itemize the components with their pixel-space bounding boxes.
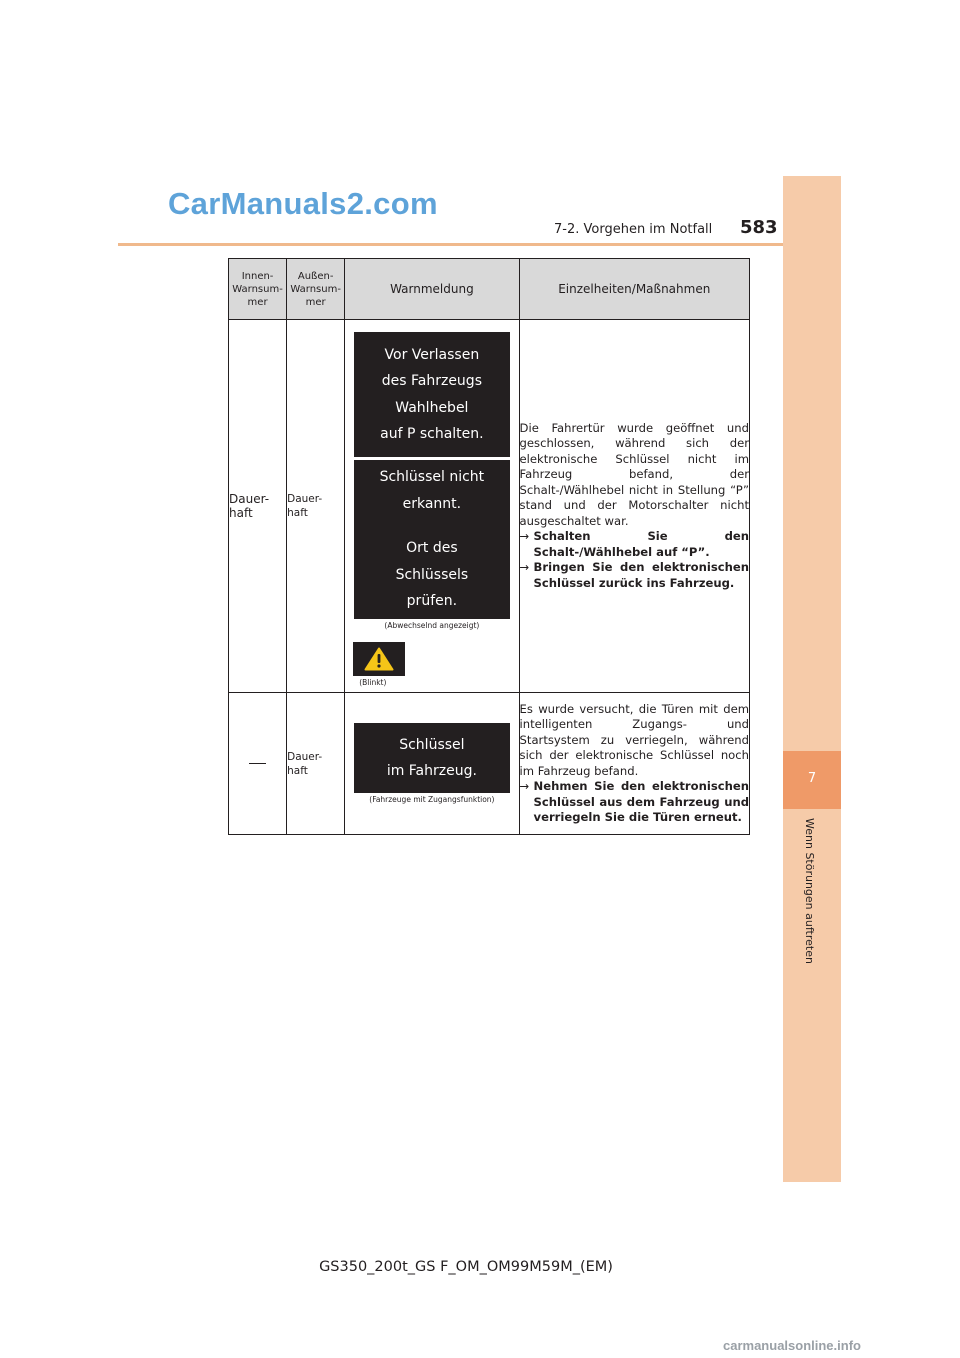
display-screen-key-not-detected bbox=[354, 460, 510, 619]
details-cell bbox=[519, 320, 749, 693]
action-text: Bringen Sie den elektronischen Schlüssel zurück ins Fahrzeug. bbox=[533, 560, 749, 590]
header-text: Innen- bbox=[241, 270, 274, 282]
cell-text: haft bbox=[287, 507, 308, 519]
screen-line: auf P schalten. bbox=[380, 426, 484, 442]
table-header-row bbox=[229, 259, 750, 320]
inner-buzzer-cell bbox=[229, 693, 287, 835]
message-cell bbox=[345, 693, 519, 835]
header-message: Warnmeldung bbox=[345, 259, 519, 320]
message-cell bbox=[345, 320, 519, 693]
arrow-right-icon: → bbox=[519, 779, 530, 793]
header-details: Einzelheiten/Maßnahmen bbox=[519, 259, 749, 320]
screen-line: Schlüssel bbox=[399, 736, 465, 753]
header-outer-buzzer bbox=[287, 259, 345, 320]
screen-line: Wahlhebel bbox=[395, 399, 469, 416]
footer-doc-id: GS350_200t_GS F_OM_OM99M59M_(EM) bbox=[319, 1259, 613, 1275]
caption-smart-access: (Fahrzeuge mit Zugangsfunktion) bbox=[369, 795, 495, 804]
screen-line: Schlüssel nicht bbox=[379, 469, 485, 486]
screen-line: des Fahrzeugs bbox=[381, 373, 482, 389]
section-title: 7-2. Vorgehen im Notfall bbox=[554, 222, 713, 237]
warning-triangle-icon bbox=[353, 642, 405, 676]
caption-alternating: (Abwechselnd angezeigt) bbox=[384, 621, 480, 630]
details-description: Die Fahrertür wurde geöffnet und geschlossen, während sich der elektronische Schlüssel nicht im Fahrzeug befand, der Schalt-/Wählhebel nicht in Stellung “P” stand und der Motorschalter nicht ausgeschaltet war. bbox=[519, 420, 749, 528]
cell-text: Dauer- bbox=[229, 492, 270, 506]
screen-line: Ort des bbox=[406, 540, 458, 557]
table-row bbox=[229, 320, 750, 693]
chapter-title: Wenn Störungen auftreten bbox=[803, 818, 816, 964]
arrow-right-icon: → bbox=[519, 560, 530, 575]
warning-table bbox=[228, 258, 750, 835]
header-text: mer bbox=[305, 296, 326, 308]
action-step bbox=[520, 560, 749, 591]
header-text: mer bbox=[247, 296, 268, 308]
chapter-number-box bbox=[783, 751, 841, 809]
action-text: Schalten Sie den Schalt-/Wählhebel auf “P”. bbox=[533, 529, 749, 559]
watermark-logo: CarManuals2.com bbox=[168, 186, 438, 221]
action-step bbox=[520, 779, 749, 826]
arrow-right-icon: → bbox=[519, 529, 530, 544]
cell-text: haft bbox=[287, 764, 308, 777]
page-number: 583 bbox=[740, 217, 778, 238]
header-inner-buzzer bbox=[229, 259, 287, 320]
screen-line: erkannt. bbox=[402, 495, 462, 512]
details-description: Es wurde versucht, die Türen mit dem intelligenten Zugangs- und Startsystem zu verriegeln, während sich der elektronische Schlüssel noch im Fahrzeug befand. bbox=[519, 701, 749, 778]
header-text: Warnsum- bbox=[290, 283, 341, 295]
header-rule bbox=[118, 243, 840, 246]
caption-blink: (Blinkt) bbox=[359, 678, 387, 687]
screen-line: im Fahrzeug. bbox=[386, 763, 477, 779]
cell-text: haft bbox=[229, 506, 253, 520]
action-step bbox=[520, 529, 749, 560]
screen-line bbox=[354, 517, 510, 535]
header-text: Warnsum- bbox=[232, 283, 283, 295]
inner-buzzer-cell bbox=[229, 320, 287, 693]
not-applicable-dash bbox=[249, 763, 266, 764]
cell-text: Dauer- bbox=[287, 750, 323, 763]
header-text: Außen- bbox=[297, 270, 334, 282]
chapter-number: 7 bbox=[807, 771, 817, 786]
screen-line: Schlüssels bbox=[395, 566, 469, 583]
chapter-side-tab bbox=[783, 176, 841, 1182]
outer-buzzer-cell bbox=[287, 320, 345, 693]
watermark-footer: carmanualsonline.info bbox=[723, 1338, 861, 1353]
action-text: Nehmen Sie den elektronischen Schlüssel aus dem Fahrzeug und verriegeln Sie die Türen erneut. bbox=[533, 779, 749, 824]
table-row bbox=[229, 693, 750, 835]
display-screen-key-in-vehicle bbox=[354, 723, 510, 793]
screen-line: Vor Verlassen bbox=[384, 346, 480, 363]
display-screen-shift-to-p bbox=[354, 332, 510, 457]
cell-text: Dauer- bbox=[287, 493, 323, 505]
details-cell bbox=[519, 693, 749, 835]
outer-buzzer-cell bbox=[287, 693, 345, 835]
screen-line: prüfen. bbox=[406, 593, 458, 610]
